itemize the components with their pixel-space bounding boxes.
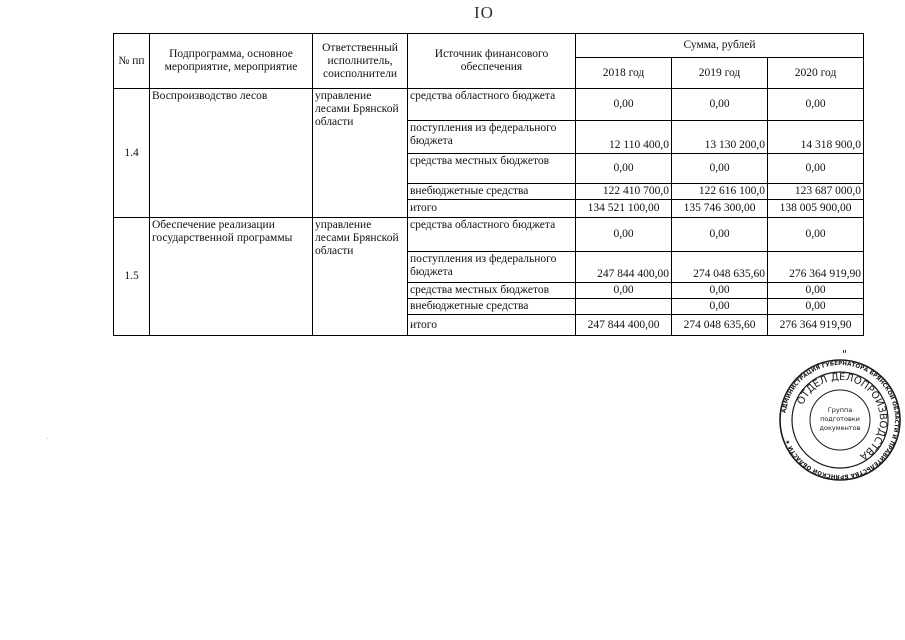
- total-amount: 247 844 400,00: [576, 315, 672, 336]
- amount-cell: 13 130 200,0: [672, 121, 768, 154]
- header-num: № пп: [114, 34, 150, 89]
- amount-cell: 14 318 900,0: [768, 121, 864, 154]
- subprogram-cell: Воспроизводство лесов: [150, 89, 313, 218]
- amount-cell: 122 410 700,0: [576, 184, 672, 200]
- row-number: 1.4: [114, 89, 150, 218]
- amount-cell: 0,00: [576, 283, 672, 299]
- amount-cell: 0,00: [768, 299, 864, 315]
- total-amount: 134 521 100,00: [576, 200, 672, 218]
- source-label: поступления из федерального бюджета: [408, 121, 576, 154]
- amount-cell: 0,00: [768, 154, 864, 184]
- amount-cell: 0,00: [768, 283, 864, 299]
- seal-center-line-2: подготовки: [820, 415, 860, 423]
- amount-cell: [576, 299, 672, 315]
- seal-center-line-3: документов: [819, 424, 861, 432]
- amount-cell: 123 687 000,0: [768, 184, 864, 200]
- source-label: внебюджетные средства: [408, 299, 576, 315]
- amount-cell: 274 048 635,60: [672, 252, 768, 283]
- amount-cell: 0,00: [672, 299, 768, 315]
- total-amount: 135 746 300,00: [672, 200, 768, 218]
- amount-cell: 0,00: [768, 89, 864, 121]
- header-year-2020: 2020 год: [768, 58, 864, 89]
- source-label: внебюджетные средства: [408, 184, 576, 200]
- amount-cell: 0,00: [576, 218, 672, 252]
- amount-cell: 0,00: [576, 154, 672, 184]
- closing-quote-mark: ": [842, 348, 848, 361]
- amount-cell: 122 616 100,0: [672, 184, 768, 200]
- seal-outer-text: АДМИНИСТРАЦИЯ ГУБЕРНАТОРА БРЯНСКОЙ ОБЛАСТИ И ПРАВИТЕЛЬСТВА БРЯНСКОЙ ОБЛАСТИ ★: [781, 360, 900, 480]
- total-amount: 276 364 919,90: [768, 315, 864, 336]
- seal-inner-text: ОТДЕЛ ДЕЛОПРОИЗВОДСТВА: [795, 371, 889, 462]
- source-label: средства местных бюджетов: [408, 154, 576, 184]
- total-label: итого: [408, 200, 576, 218]
- source-label: средства областного бюджета: [408, 218, 576, 252]
- total-amount: 138 005 900,00: [768, 200, 864, 218]
- amount-cell: 247 844 400,00: [576, 252, 672, 283]
- table-row: [114, 89, 864, 121]
- header-year-2019: 2019 год: [672, 58, 768, 89]
- amount-cell: 276 364 919,90: [768, 252, 864, 283]
- executor-cell: управление лесами Брянской области: [313, 89, 408, 218]
- amount-cell: 12 110 400,0: [576, 121, 672, 154]
- header-year-2018: 2018 год: [576, 58, 672, 89]
- amount-cell: 0,00: [672, 89, 768, 121]
- header-subprogram: Подпрограмма, основное мероприятие, мероприятие: [150, 34, 313, 89]
- header-executor: Ответственный исполнитель, соисполнители: [313, 34, 408, 89]
- executor-cell: управление лесами Брянской области: [313, 218, 408, 336]
- source-label: средства местных бюджетов: [408, 283, 576, 299]
- amount-cell: 0,00: [576, 89, 672, 121]
- source-label: средства областного бюджета: [408, 89, 576, 121]
- page-number: IO: [474, 3, 494, 22]
- total-label: итого: [408, 315, 576, 336]
- total-amount: 274 048 635,60: [672, 315, 768, 336]
- amount-cell: 0,00: [672, 154, 768, 184]
- seal-center-line-1: Группа: [827, 406, 853, 414]
- row-number: 1.5: [114, 218, 150, 336]
- subprogram-cell: Обеспечение реализации государственной программы: [150, 218, 313, 336]
- amount-cell: 0,00: [768, 218, 864, 252]
- department-seal: [778, 358, 902, 482]
- header-source: Источник финансового обеспечения: [408, 34, 576, 89]
- source-label: поступления из федерального бюджета: [408, 252, 576, 283]
- amount-cell: 0,00: [672, 283, 768, 299]
- scan-speck: ·: [46, 435, 49, 443]
- budget-table: [113, 33, 864, 336]
- amount-cell: 0,00: [672, 218, 768, 252]
- header-sum: Сумма, рублей: [576, 34, 864, 58]
- table-row: [114, 218, 864, 252]
